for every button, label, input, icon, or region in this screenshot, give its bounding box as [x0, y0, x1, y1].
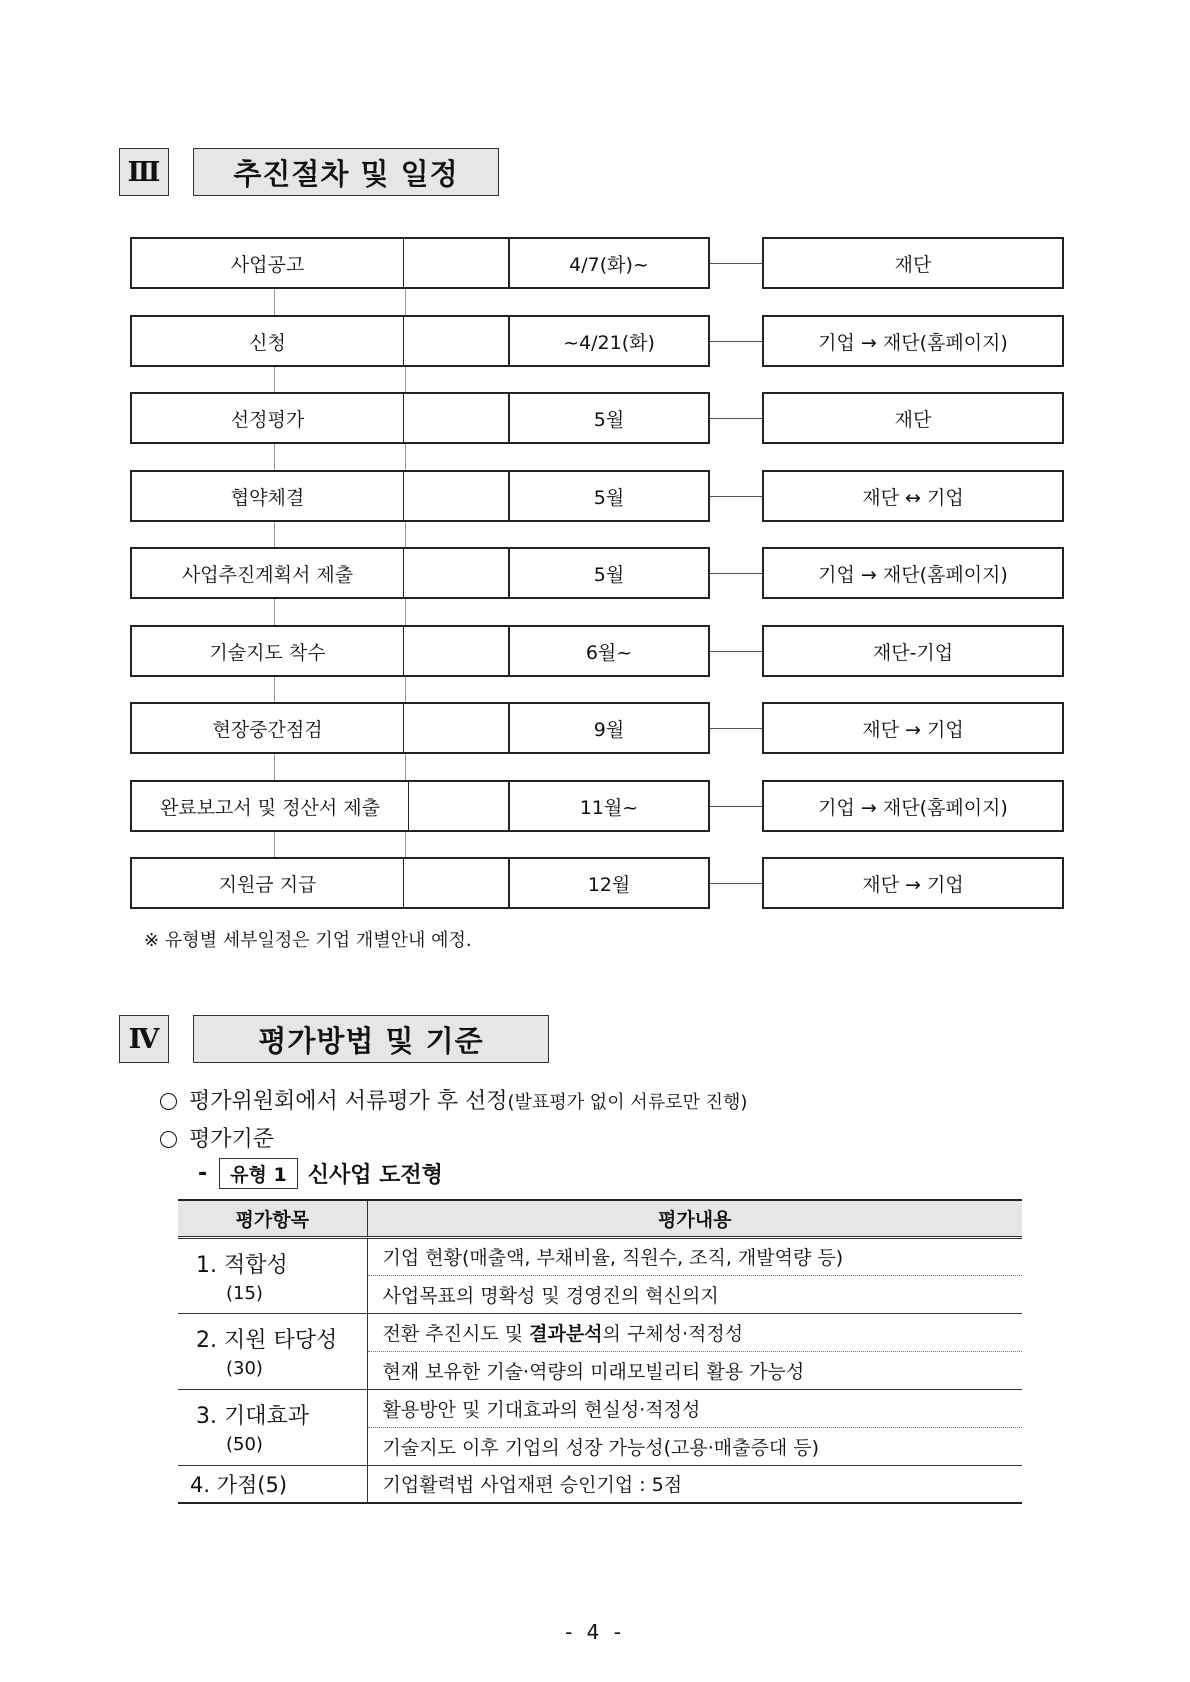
schedule-step-box	[130, 470, 710, 522]
schedule-actor-box: 기업 → 재단(홈페이지)	[762, 780, 1064, 832]
schedule-step-date: 11월~	[579, 796, 639, 819]
schedule-step-date: 12월	[587, 873, 631, 896]
schedule-step-date: 4/7(화)~	[569, 253, 649, 276]
schedule-step-box	[130, 857, 710, 909]
schedule-actor-box: 재단-기업	[762, 625, 1064, 677]
schedule-step-name: 신청	[132, 317, 404, 365]
schedule-step-date: 9월	[593, 718, 625, 741]
schedule-step-spacer	[404, 859, 510, 907]
schedule-actor-box: 기업 → 재단(홈페이지)	[762, 315, 1064, 367]
circle-bullet-icon	[160, 1131, 177, 1148]
schedule-step-box	[130, 315, 710, 367]
schedule-step-box	[130, 625, 710, 677]
eval-item: 4. 가점(5)	[178, 1465, 367, 1503]
schedule-actor-connector	[710, 728, 762, 729]
schedule-step-date: 5월	[593, 486, 625, 509]
schedule-step-spacer	[404, 239, 510, 287]
type-1-heading	[198, 1158, 443, 1189]
schedule-step-box	[130, 780, 710, 832]
eval-content: 활용방안 및 기대효과의 현실성·적정성	[367, 1389, 1022, 1427]
schedule-step-name: 지원금 지급	[132, 859, 404, 907]
schedule-step-name: 협약체결	[132, 472, 404, 520]
schedule-actor-connector	[710, 573, 762, 574]
schedule-actor-connector	[710, 883, 762, 884]
schedule-step-name: 현장중간점검	[132, 704, 404, 752]
schedule-step-box	[130, 237, 710, 289]
schedule-step-date: 6월~	[585, 641, 633, 664]
schedule-actor-box: 재단 → 기업	[762, 702, 1064, 754]
bullet-note: (발표평가 없이 서류로만 진행)	[507, 1092, 748, 1113]
header-eval-item: 평가항목	[178, 1200, 367, 1237]
schedule-step-date: ~4/21(화)	[563, 331, 655, 354]
schedule-step-name: 사업추진계획서 제출	[132, 549, 404, 597]
bullet-text: 평가기준	[189, 1127, 275, 1152]
schedule-actor-box: 기업 → 재단(홈페이지)	[762, 547, 1064, 599]
dash: -	[198, 1161, 208, 1186]
eval-content: 현재 보유한 기술·역량의 미래모빌리티 활용 가능성	[367, 1351, 1022, 1389]
schedule-actor-connector	[710, 496, 762, 497]
schedule-step-name: 선정평가	[132, 394, 404, 442]
schedule-actor-box: 재단 → 기업	[762, 857, 1064, 909]
eval-item: 1. 적합성 (15)	[178, 1237, 367, 1313]
schedule-step-name: 사업공고	[132, 239, 404, 287]
schedule-actor-box: 재단	[762, 237, 1064, 289]
schedule-actor-box: 재단	[762, 392, 1064, 444]
section-number-3: Ⅲ	[119, 148, 169, 196]
type-title: 신사업 도전형	[307, 1163, 443, 1188]
schedule-step-spacer	[409, 782, 510, 830]
schedule-step-name: 완료보고서 및 정산서 제출	[132, 782, 409, 830]
eval-content: 기술지도 이후 기업의 성장 가능성(고용·매출증대 등)	[367, 1427, 1022, 1465]
schedule-step-spacer	[404, 472, 510, 520]
eval-content: 기업 현황(매출액, 부채비율, 직원수, 조직, 개발역량 등)	[367, 1237, 1022, 1275]
header-eval-content: 평가내용	[367, 1200, 1022, 1237]
schedule-step-spacer	[404, 317, 510, 365]
schedule-actor-connector	[710, 418, 762, 419]
schedule-step-spacer	[404, 549, 510, 597]
schedule-actor-connector	[710, 263, 762, 264]
bullet-text: 평가위원회에서 서류평가 후 선정	[189, 1089, 508, 1114]
schedule-step-spacer	[404, 704, 510, 752]
schedule-step-box	[130, 392, 710, 444]
schedule-step-spacer	[404, 394, 510, 442]
eval-content: 사업목표의 명확성 및 경영진의 혁신의지	[367, 1275, 1022, 1313]
schedule-step-box	[130, 702, 710, 754]
type-badge: 유형 1	[219, 1158, 298, 1189]
schedule-note: ※ 유형별 세부일정은 기업 개별안내 예정.	[144, 930, 472, 951]
bullet-evaluation-criteria	[160, 1122, 274, 1153]
schedule-step-spacer	[404, 627, 510, 675]
schedule-step-name: 기술지도 착수	[132, 627, 404, 675]
schedule-step-box	[130, 547, 710, 599]
eval-content: 기업활력법 사업재편 승인기업 : 5점	[382, 1474, 683, 1497]
schedule-step-date: 5월	[593, 563, 625, 586]
page-number: - 4 -	[565, 1620, 625, 1644]
section-title-3: 추진절차 및 일정	[193, 148, 499, 196]
circle-bullet-icon	[160, 1093, 177, 1110]
section-number-4: Ⅳ	[119, 1015, 169, 1063]
schedule-actor-connector	[710, 341, 762, 342]
bullet-evaluation-method	[160, 1084, 747, 1115]
schedule-actor-box: 재단 ↔ 기업	[762, 470, 1064, 522]
evaluation-table	[178, 1199, 1022, 1504]
eval-content: 전환 추진시도 및 결과분석의 구체성·적정성	[367, 1313, 1022, 1351]
schedule-actor-connector	[710, 806, 762, 807]
eval-item: 2. 지원 타당성 (30)	[178, 1313, 367, 1389]
schedule-step-date: 5월	[593, 408, 625, 431]
eval-item: 3. 기대효과 (50)	[178, 1389, 367, 1465]
section-title-4: 평가방법 및 기준	[193, 1015, 549, 1063]
schedule-actor-connector	[710, 651, 762, 652]
